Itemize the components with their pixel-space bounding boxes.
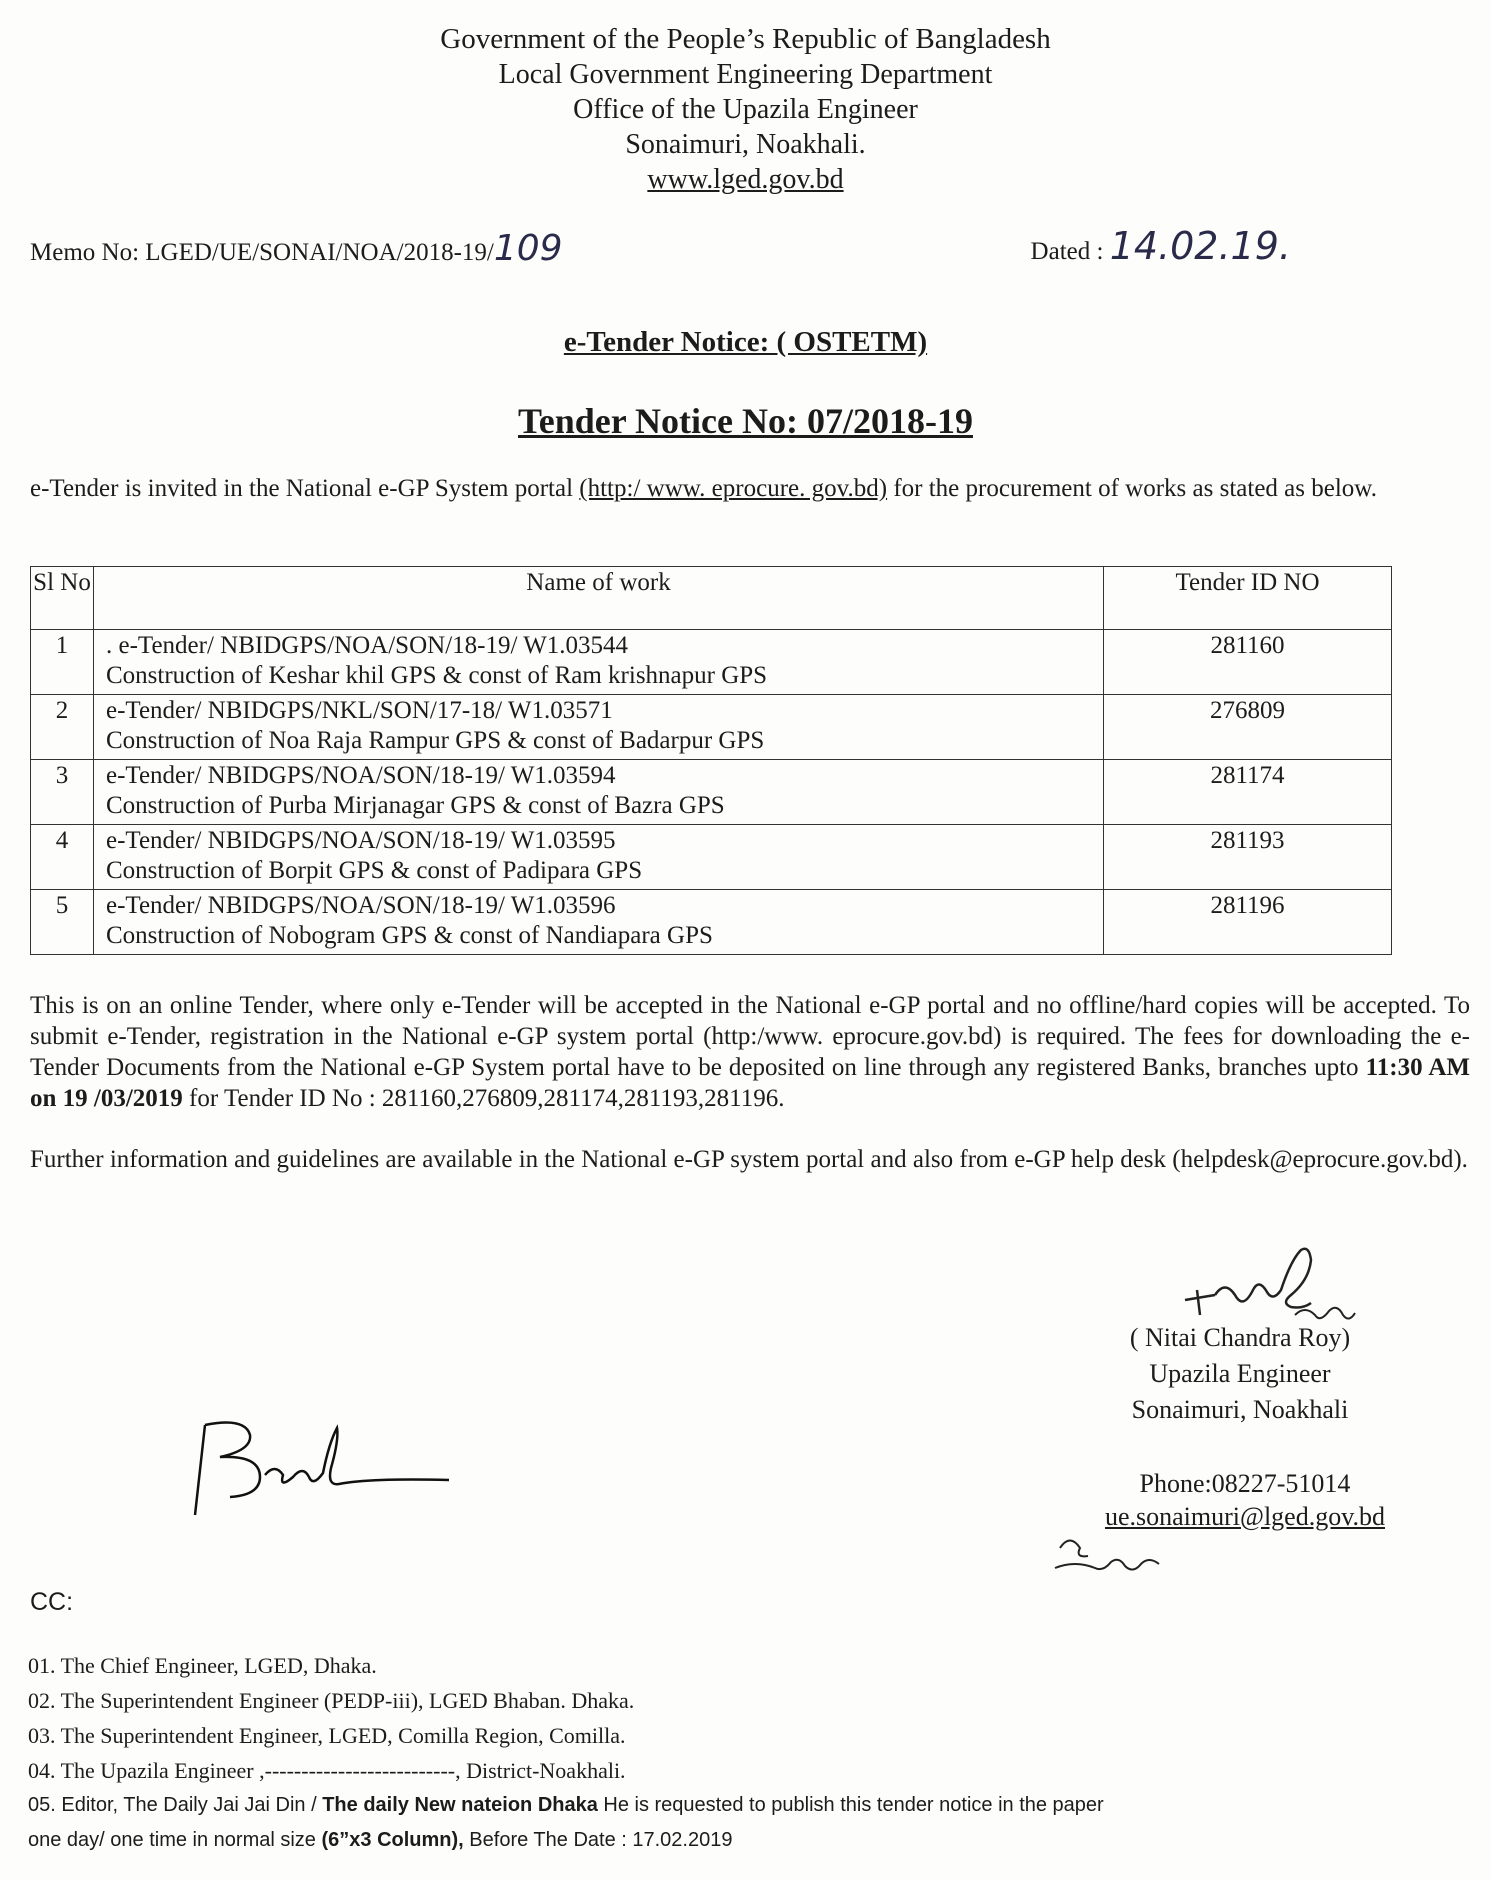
row-work [94, 825, 1104, 890]
department-name: Local Government Engineering Department [498, 59, 993, 90]
row-work [94, 695, 1104, 760]
memo-handwritten-number: 109 [493, 228, 563, 269]
work-reference: e-Tender/ NBIDGPS/NOA/SON/18-19/ W1.03594 [106, 762, 616, 789]
memo-label: Memo No: LGED/UE/SONAI/NOA/2018-19/ [30, 239, 494, 266]
header-tender-id: Tender ID NO [1104, 567, 1392, 630]
row-work [94, 890, 1104, 955]
left-signature [175, 1415, 465, 1525]
table-row [31, 695, 1392, 760]
phone-number: Phone:08227-51014 [1139, 1469, 1351, 1498]
signatory-location: Sonaimuri, Noakhali [1131, 1395, 1349, 1424]
cc-item: 01. The Chief Engineer, LGED, Dhaka. [28, 1653, 377, 1678]
cc-newspaper: The daily New nateion Dhaka [322, 1794, 598, 1816]
letterhead [0, 22, 1491, 197]
header-sl-no: Sl No [31, 567, 94, 630]
work-description: Construction of Nobogram GPS & const of Nandiapara GPS [106, 922, 713, 949]
notice-title: e-Tender Notice: ( OSTETM) [563, 326, 928, 358]
table-row [31, 825, 1392, 890]
cc-item: 04. The Upazila Engineer ,--------------------------, District-Noakhali. [28, 1758, 626, 1783]
row-work [94, 760, 1104, 825]
row-sl: 1 [31, 630, 94, 695]
cc-publish-date: Before The Date : 17.02.2019 [463, 1829, 733, 1851]
table-header-row [31, 567, 1392, 630]
row-tender-id: 281196 [1104, 890, 1392, 955]
date-label: Dated : [1030, 238, 1104, 265]
cc-ad-size: (6”x3 Column), [321, 1829, 464, 1851]
header-name-of-work: Name of work [94, 567, 1104, 630]
tender-notice-number: Tender Notice No: 07/2018-19 [518, 401, 973, 441]
row-tender-id: 281160 [1104, 630, 1392, 695]
table-row [31, 630, 1392, 695]
signatory-designation: Upazila Engineer [1149, 1359, 1331, 1388]
table-row [31, 760, 1392, 825]
work-reference: e-Tender/ NBIDGPS/NOA/SON/18-19/ W1.03596 [106, 892, 616, 919]
works-table [30, 566, 1392, 955]
work-description: Construction of Borpit GPS & const of Padipara GPS [106, 857, 643, 884]
portal-link[interactable]: (http:/ www. eprocure. gov.bd) [579, 475, 888, 502]
cc-item-editor [28, 1788, 1118, 1858]
government-name: Government of the People’s Republic of Bangladesh [440, 23, 1051, 55]
tender-id-list: for Tender ID No : 281160,276809,281174,281193,281196. [182, 1085, 785, 1112]
row-work [94, 630, 1104, 695]
row-sl: 2 [31, 695, 94, 760]
date-handwritten: 14.02.19. [1109, 224, 1291, 268]
helpdesk-paragraph: Further information and guidelines are available in the National e-GP system portal and also from e-GP help desk (helpdesk@eprocure.gov.bd). [30, 1146, 1468, 1173]
row-sl: 3 [31, 760, 94, 825]
cc-item: 03. The Superintendent Engineer, LGED, Comilla Region, Comilla. [28, 1723, 626, 1748]
row-tender-id: 281193 [1104, 825, 1392, 890]
intro-text-end: for the procurement of works as stated as below. [887, 475, 1377, 502]
row-sl: 5 [31, 890, 94, 955]
table-row [31, 890, 1392, 955]
intro-paragraph [30, 474, 1470, 504]
row-tender-id: 276809 [1104, 695, 1392, 760]
email-link[interactable]: ue.sonaimuri@lged.gov.bd [1104, 1502, 1386, 1531]
office-location: Sonaimuri, Noakhali. [625, 129, 866, 160]
contact-block [1100, 1467, 1390, 1533]
cc-publish-request: He is requested to publish this tender notice in the paper one day/ one time in normal size [28, 1794, 1104, 1851]
work-description: Construction of Purba Mirjanagar GPS & const of Bazra GPS [106, 792, 725, 819]
office-name: Office of the Upazila Engineer [573, 94, 918, 125]
work-reference: . e-Tender/ NBIDGPS/NOA/SON/18-19/ W1.03544 [106, 632, 629, 659]
row-sl: 4 [31, 825, 94, 890]
cc-label: CC: [30, 1588, 74, 1616]
submission-text: This is on an online Tender, where only e-Tender will be accepted in the National e-GP portal and no offline/hard copies will be accepted. To submit e-Tender, registration in the National e-GP system portal (http:/www. eprocure.gov.bd) is required. The fees for downloading the e-Tender Documents from the National e-GP System portal have to be deposited on line through any registered Banks, branches upto [30, 992, 1470, 1081]
intro-text-start: e-Tender is invited in the National e-GP System portal [30, 475, 580, 502]
signatory-block [1100, 1320, 1380, 1428]
submission-deadline: 11:30 AM on 19 /03/2019 [30, 1054, 1470, 1112]
cc-list [28, 1648, 1118, 1858]
website-link[interactable]: www.lged.gov.bd [647, 164, 844, 195]
memo-number [30, 228, 563, 269]
work-reference: e-Tender/ NBIDGPS/NOA/SON/18-19/ W1.03595 [106, 827, 616, 854]
work-reference: e-Tender/ NBIDGPS/NKL/SON/17-18/ W1.03571 [106, 697, 613, 724]
date-line [1031, 224, 1291, 268]
cc-item: 02. The Superintendent Engineer (PEDP-iii), LGED Bhaban. Dhaka. [28, 1688, 635, 1713]
row-tender-id: 281174 [1104, 760, 1392, 825]
cc-editor-text: 05. Editor, The Daily Jai Jai Din / [28, 1794, 323, 1816]
initials-signature [1040, 1528, 1190, 1598]
signatory-name: ( Nitai Chandra Roy) [1129, 1323, 1351, 1352]
work-description: Construction of Keshar khil GPS & const of Ram krishnapur GPS [106, 662, 768, 689]
work-description: Construction of Noa Raja Rampur GPS & const of Badarpur GPS [106, 727, 765, 754]
submission-paragraph [30, 990, 1470, 1114]
